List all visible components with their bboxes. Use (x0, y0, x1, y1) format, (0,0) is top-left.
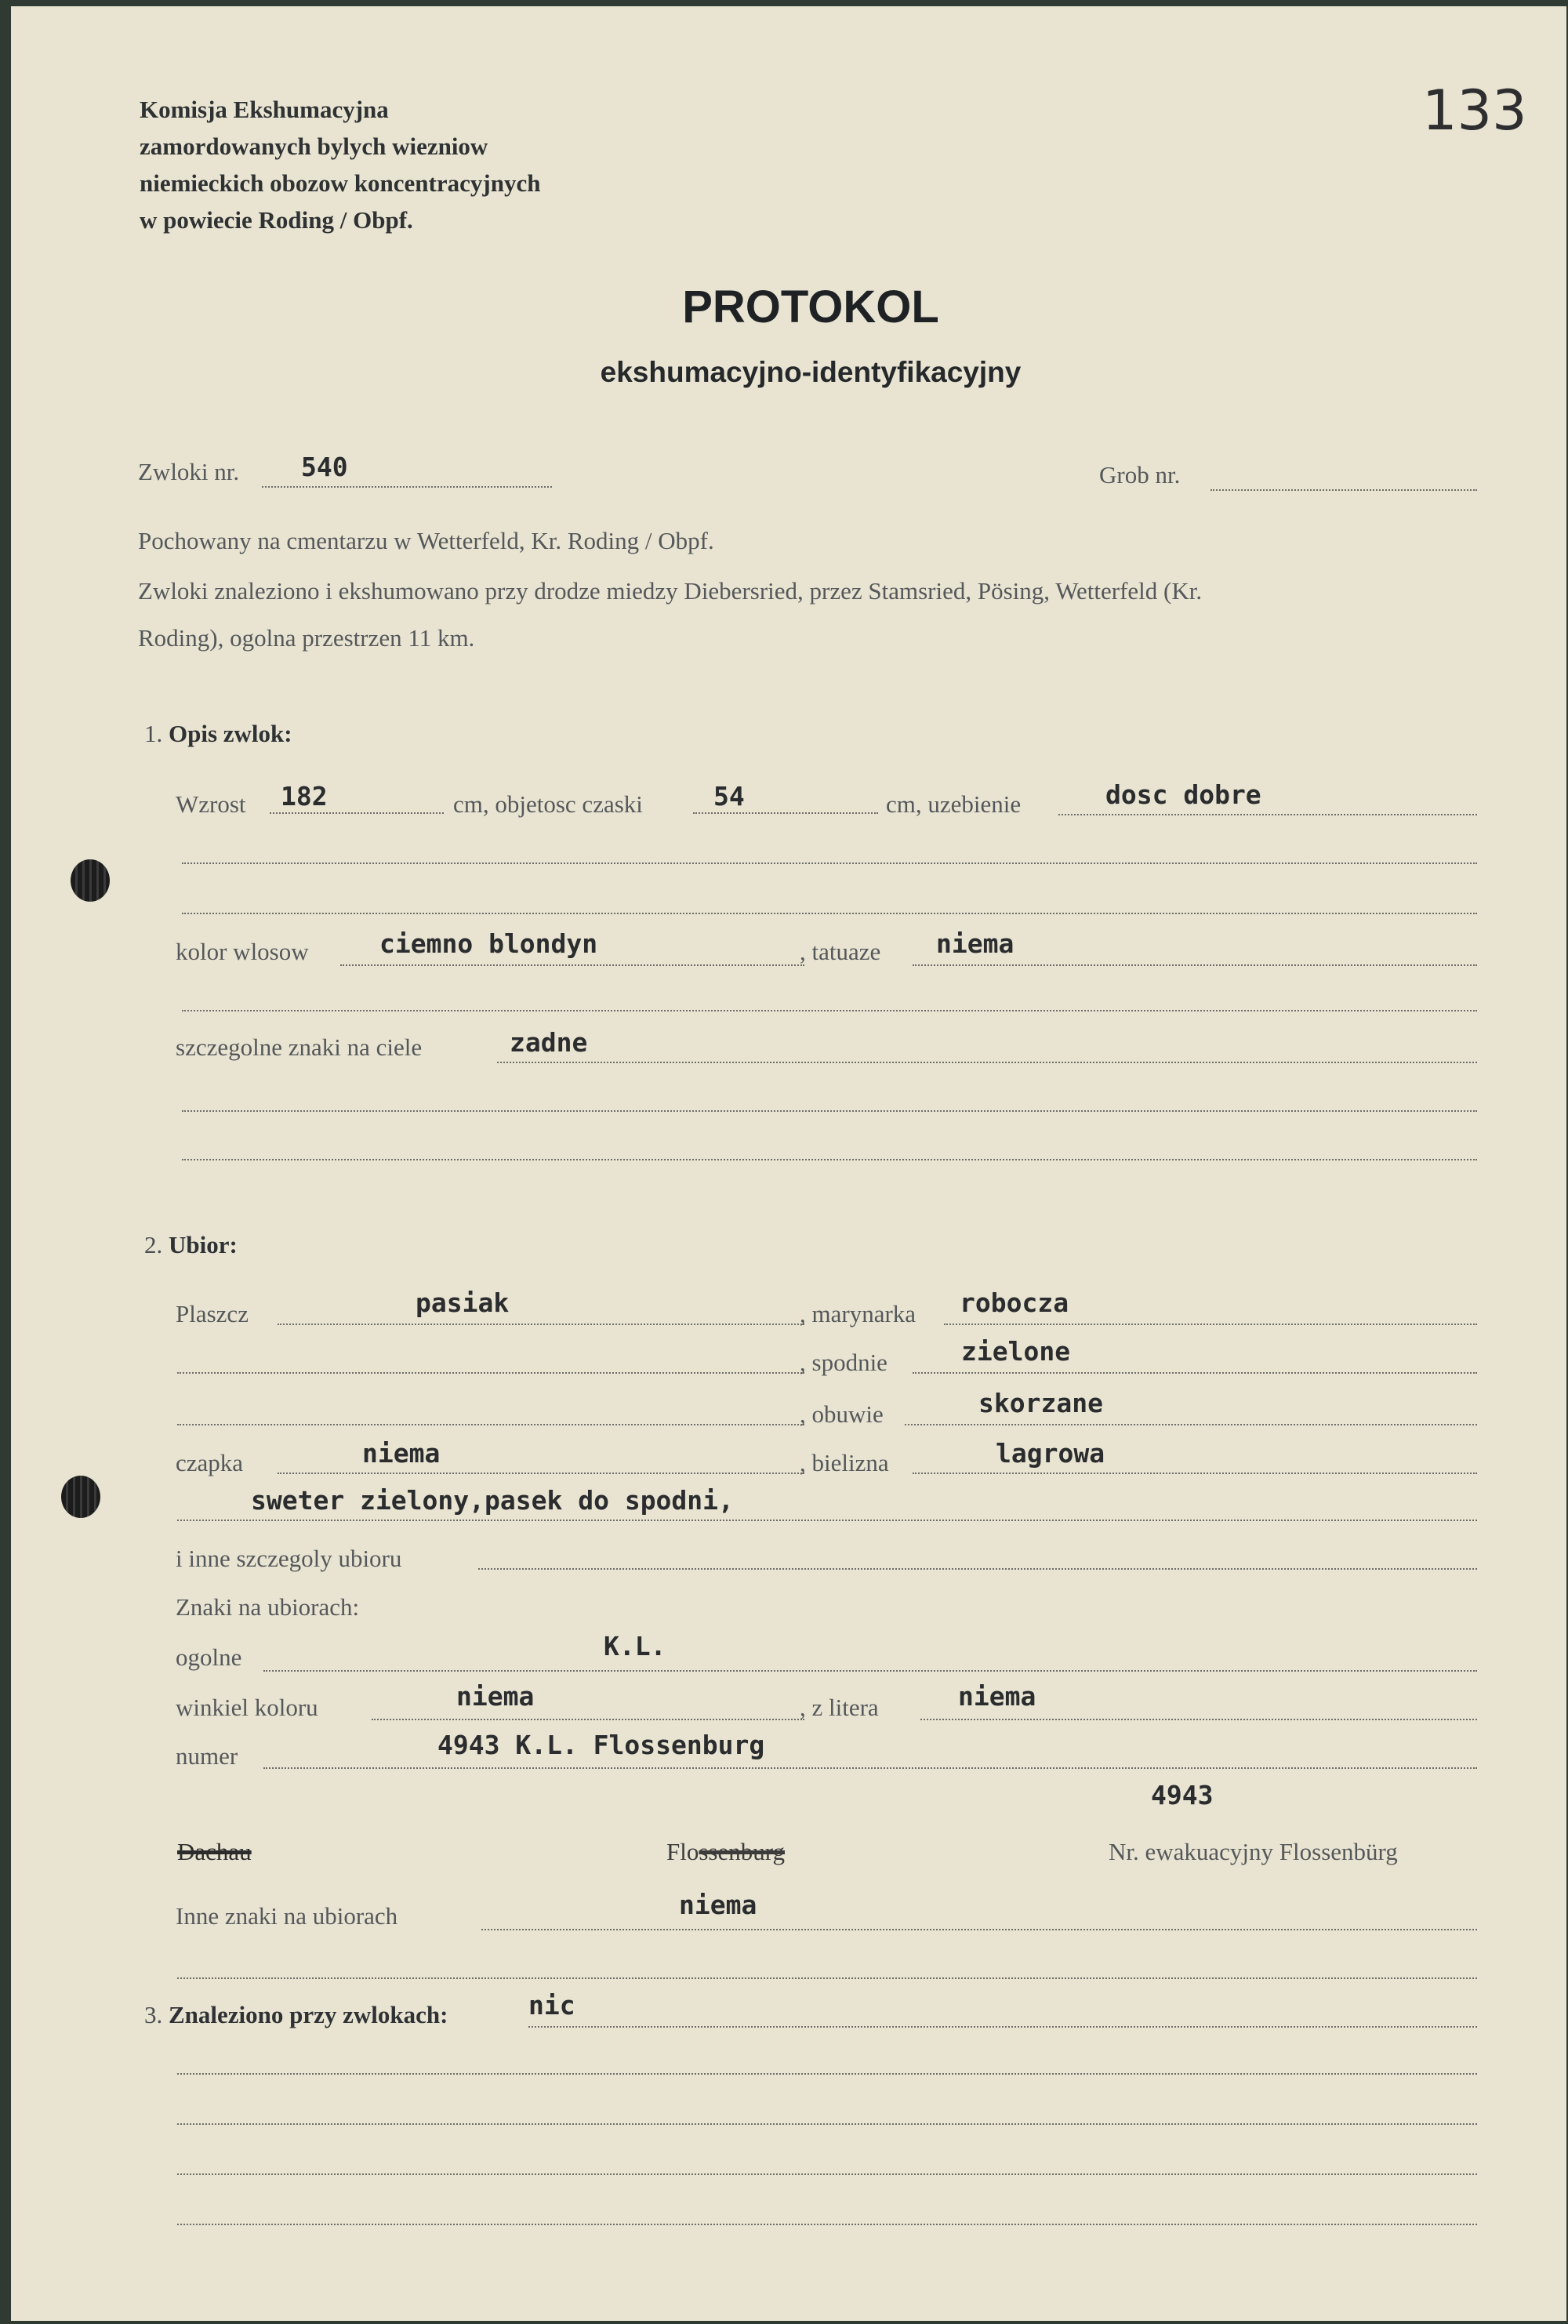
section-3-value: nic (528, 1990, 575, 2021)
org-line-2: zamordowanych bylych wiezniow (140, 133, 488, 160)
struck-mid-text: ssenburg (699, 1838, 786, 1865)
marynarka-label: , marynarka (800, 1300, 916, 1327)
punch-hole-top (71, 859, 110, 902)
document-subtitle: ekshumacyjno-identyfikacyjny (600, 356, 1022, 388)
ewak-number-value: 4943 (1151, 1780, 1214, 1810)
obuwie-value: skorzane (978, 1388, 1103, 1418)
section-1-number: 1. (144, 720, 163, 747)
wzrost-label: Wzrost (176, 790, 246, 818)
sweter-value: sweter zielony,pasek do spodni, (251, 1485, 734, 1516)
burial-text: Pochowany na cmentarzu w Wetterfeld, Kr. Roding / Obpf. (138, 527, 714, 554)
plaszcz-value: pasiak (416, 1287, 510, 1318)
section-2-heading (144, 1231, 238, 1259)
tatuaze-label: , tatuaze (800, 938, 881, 965)
czaszka-value: 54 (713, 781, 745, 812)
section-3-number: 3. (144, 2001, 163, 2028)
ogolne-value: K.L. (604, 1631, 666, 1661)
bielizna-value: lagrowa (996, 1438, 1105, 1469)
inne-szczegoly-label: i inne szczegoly ubioru (176, 1545, 402, 1572)
struck-camp-name: Dachau (177, 1838, 252, 1865)
organization-header (140, 91, 540, 238)
uzebienie-label: cm, uzebienie (886, 790, 1022, 818)
found-text-line-2: Roding), ogolna przestrzen 11 km. (138, 624, 475, 652)
inne-znaki-value: niema (679, 1890, 757, 1920)
zwloki-value: 540 (301, 452, 348, 482)
spodnie-label: , spodnie (800, 1349, 887, 1376)
spodnie-value: zielone (961, 1336, 1071, 1367)
found-text-line-1: Zwloki znaleziono i ekshumowano przy drodze miedzy Diebersried, przez Stamsried, Pösing, Wetterfeld (Kr. (138, 577, 1203, 605)
uzebienie-value: dosc dobre (1105, 779, 1261, 810)
winkiel-label: winkiel koloru (176, 1694, 318, 1721)
tatuaze-value: niema (936, 928, 1014, 959)
czaszka-label: cm, objetosc czaski (453, 790, 643, 818)
wlosy-value: ciemno blondyn (379, 928, 598, 959)
wlosy-label: kolor wlosow (176, 938, 309, 965)
znaki-ciala-label: szczegolne znaki na ciele (176, 1033, 423, 1061)
numer-value: 4943 K.L. Flossenburg (437, 1730, 765, 1760)
ogolne-label: ogolne (176, 1643, 242, 1671)
znaki-ciala-value: zadne (510, 1027, 588, 1058)
section-2-title: Ubior: (169, 1231, 238, 1258)
document-title: PROTOKOL (682, 281, 939, 332)
section-3-heading (144, 2001, 448, 2029)
struck-mid-field (666, 1838, 785, 1866)
numer-label: numer (176, 1742, 238, 1770)
org-line-3: niemieckich obozow koncentracyjnych (140, 169, 541, 197)
ewak-label: Nr. ewakuacyjny Flossenbürg (1109, 1838, 1398, 1865)
litera-label: , z litera (800, 1694, 879, 1721)
winkiel-value: niema (456, 1681, 535, 1712)
org-line-1: Komisja Ekshumacyjna (140, 96, 389, 123)
znaki-na-ubiorach-label: Znaki na ubiorach: (176, 1593, 360, 1621)
litera-value: niema (958, 1681, 1036, 1712)
page-number: 133 (1422, 78, 1527, 143)
wzrost-value: 182 (281, 781, 328, 812)
marynarka-value: robocza (960, 1287, 1069, 1318)
zwloki-label: Zwloki nr. (138, 458, 240, 485)
czapka-value: niema (362, 1438, 441, 1469)
czapka-label: czapka (176, 1449, 244, 1476)
section-1-title: Opis zwlok: (169, 720, 292, 747)
section-3-title: Znaleziono przy zwlokach: (169, 2001, 448, 2028)
section-2-number: 2. (144, 1231, 163, 1258)
struck-mid-prefix: Flo (666, 1838, 699, 1865)
org-line-4: w powiecie Roding / Obpf. (140, 206, 413, 234)
grob-label: Grob nr. (1099, 461, 1181, 488)
bielizna-label: , bielizna (800, 1449, 889, 1476)
inne-znaki-label: Inne znaki na ubiorach (176, 1902, 398, 1930)
punch-hole-bottom (61, 1476, 100, 1518)
document-page (11, 6, 1566, 2321)
section-1-heading (144, 720, 292, 748)
obuwie-label: , obuwie (800, 1400, 884, 1428)
plaszcz-label: Plaszcz (176, 1300, 249, 1327)
